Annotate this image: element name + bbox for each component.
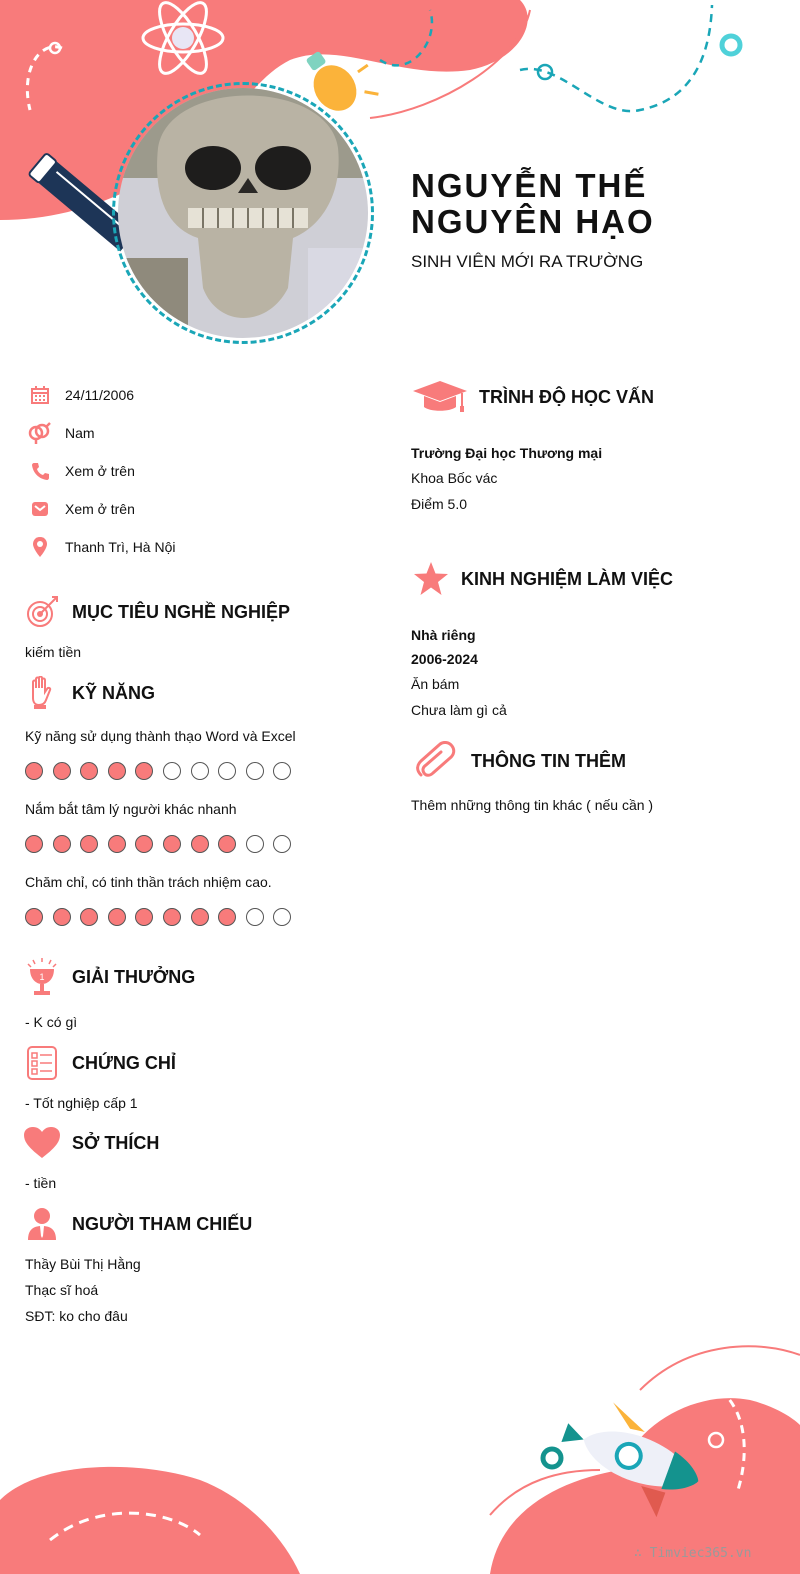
rating-dot-empty: [273, 908, 291, 926]
contact-gender: [28, 421, 95, 445]
contact-email: [28, 497, 135, 521]
reference-line: Thạc sĩ hoá: [25, 1282, 99, 1298]
location-pin-icon: [28, 535, 52, 559]
target-icon: [22, 592, 62, 632]
rating-dot-empty: [273, 762, 291, 780]
gender-value: Nam: [65, 425, 95, 441]
paperclip-icon: [411, 741, 461, 781]
svg-text:1: 1: [39, 972, 45, 982]
rating-dot-empty: [273, 835, 291, 853]
references-heading: [22, 1204, 252, 1244]
rating-dot-filled: [135, 908, 153, 926]
email-icon: [28, 497, 52, 521]
education-title: TRÌNH ĐỘ HỌC VẤN: [479, 386, 654, 407]
rating-dot-filled: [80, 908, 98, 926]
bottom-right-arc: [640, 1346, 800, 1390]
rating-dot-filled: [53, 835, 71, 853]
person-icon: [22, 1204, 62, 1244]
certificates-heading: [22, 1043, 176, 1083]
dashed-trail-right: [520, 5, 712, 111]
rating-dot-empty: [246, 762, 264, 780]
education-heading: [411, 377, 654, 417]
bottom-left-blob: [0, 1467, 300, 1574]
skill-rating: [25, 835, 301, 853]
rating-dot-filled: [108, 835, 126, 853]
contact-phone: [28, 459, 135, 483]
hobbies-heading: [22, 1123, 159, 1163]
additional-title: THÔNG TIN THÊM: [471, 750, 626, 771]
heart-icon: [22, 1123, 62, 1163]
rating-dot-filled: [135, 762, 153, 780]
star-icon: [411, 559, 451, 599]
objective-heading: [22, 592, 290, 632]
rating-dot-filled: [191, 835, 209, 853]
job-title: SINH VIÊN MỚI RA TRƯỜNG: [411, 252, 644, 271]
rating-dot-empty: [218, 762, 236, 780]
reference-line: Thầy Bùi Thị Hằng: [25, 1256, 141, 1272]
rating-dot-empty: [191, 762, 209, 780]
rating-dot-filled: [53, 762, 71, 780]
experience-company: Nhà riêng: [411, 627, 476, 643]
hand-icon: [22, 673, 62, 713]
checklist-icon: [22, 1043, 62, 1083]
education-major: Khoa Bốc vác: [411, 470, 498, 486]
rating-dot-filled: [108, 762, 126, 780]
rating-dot-filled: [53, 908, 71, 926]
awards-text: - K có gì: [25, 1014, 78, 1030]
birthday-value: 24/11/2006: [65, 387, 135, 403]
hobbies-text: - tiền: [25, 1175, 57, 1191]
email-value: Xem ở trên: [65, 501, 135, 517]
graduation-cap-icon: [411, 377, 469, 417]
rating-dot-filled: [80, 762, 98, 780]
skill-rating: [25, 908, 301, 926]
rating-dot-filled: [25, 908, 43, 926]
calendar-icon: [28, 383, 52, 407]
objective-text: kiếm tiền: [25, 644, 82, 660]
rating-dot-filled: [135, 835, 153, 853]
additional-heading: [411, 741, 626, 781]
rating-dot-filled: [163, 908, 181, 926]
education-score: Điểm 5.0: [411, 496, 468, 512]
hobbies-title: SỞ THÍCH: [72, 1132, 160, 1153]
experience-role: Ăn bám: [411, 676, 460, 692]
skill-name: Nắm bắt tâm lý người khác nhanh: [25, 801, 237, 817]
contact-birthday: [28, 383, 134, 407]
rating-dot-filled: [191, 908, 209, 926]
education-school: Trường Đại học Thương mại: [411, 445, 603, 461]
certificates-title: CHỨNG CHỈ: [72, 1052, 176, 1073]
address-value: Thanh Trì, Hà Nội: [65, 539, 176, 555]
objective-title: MỤC TIÊU NGHỀ NGHIỆP: [72, 601, 291, 622]
skills-title: KỸ NĂNG: [72, 682, 156, 703]
experience-period: 2006-2024: [411, 651, 478, 667]
reference-line: SĐT: ko cho đâu: [25, 1308, 128, 1324]
awards-title: GIẢI THƯỞNG: [72, 966, 196, 987]
skill-name: Chăm chỉ, có tinh thần trách nhiệm cao.: [25, 874, 272, 890]
gender-icon: [28, 421, 52, 445]
phone-value: Xem ở trên: [65, 463, 135, 479]
rating-dot-filled: [80, 835, 98, 853]
skill-rating: [25, 762, 301, 780]
trophy-icon: [22, 957, 62, 997]
certificates-text: - Tốt nghiệp cấp 1: [25, 1095, 138, 1111]
skull-photo: [118, 88, 368, 338]
references-title: NGƯỜI THAM CHIẾU: [72, 1213, 253, 1234]
rating-dot-filled: [108, 908, 126, 926]
rating-dot-filled: [218, 908, 236, 926]
rating-dot-filled: [218, 835, 236, 853]
rating-dot-empty: [163, 762, 181, 780]
full-name: NGUYỄN THẾ NGUYÊN HẠO: [411, 167, 655, 240]
avatar: [118, 88, 368, 338]
skills-heading: [22, 673, 155, 713]
experience-description: Chưa làm gì cả: [411, 702, 507, 718]
bottom-decoration: [0, 1330, 800, 1574]
skill-name: Kỹ năng sử dụng thành thạo Word và Excel: [25, 728, 296, 744]
rating-dot-filled: [25, 762, 43, 780]
contact-address: [28, 535, 176, 559]
awards-heading: [22, 957, 195, 997]
experience-heading: [411, 559, 673, 599]
additional-text: Thêm những thông tin khác ( nếu cần ): [411, 797, 654, 813]
rating-dot-filled: [25, 835, 43, 853]
watermark: ∴ Timviec365.vn: [634, 1546, 752, 1561]
phone-icon: [28, 459, 52, 483]
rating-dot-filled: [163, 835, 181, 853]
rating-dot-empty: [246, 908, 264, 926]
rating-dot-empty: [246, 835, 264, 853]
experience-title: KINH NGHIỆM LÀM VIỆC: [461, 568, 674, 589]
